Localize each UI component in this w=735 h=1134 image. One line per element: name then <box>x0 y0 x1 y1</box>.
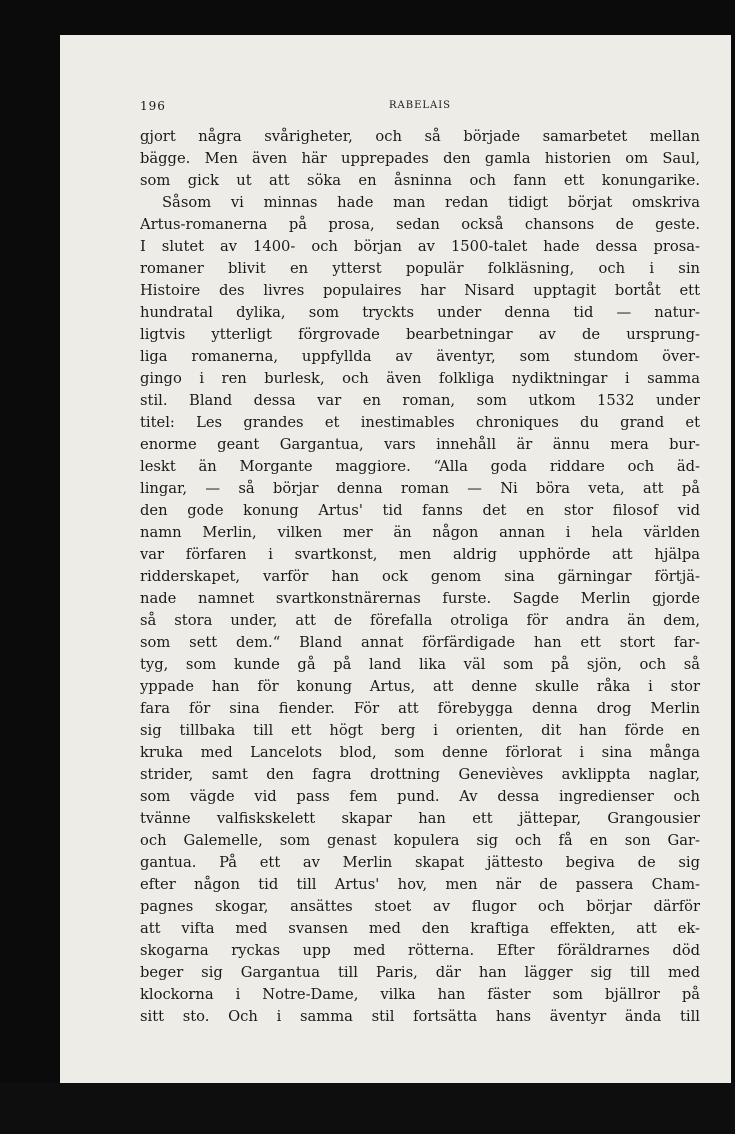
text-line: att vifta med svansen med den kraftiga effekten, att ek- <box>140 920 700 937</box>
text-line: ridderskapet, varför han ock genom sina gärningar förtjä- <box>140 568 700 585</box>
text-line: beger sig Gargantua till Paris, där han lägger sig till med <box>140 964 700 981</box>
text-line: gantua. På ett av Merlin skapat jättesto begiva de sig <box>140 854 700 871</box>
text-line: Artus-romanerna på prosa, sedan också chansons de geste. <box>140 216 700 233</box>
text-line: som sett dem.“ Bland annat förfärdigade han ett stort far- <box>140 634 700 651</box>
running-title: RABELAIS <box>388 100 452 111</box>
text-line: stil. Bland dessa var en roman, som utkom 1532 under <box>140 392 700 409</box>
text-line: och Galemelle, som genast kopulera sig och få en son Gar- <box>140 832 700 849</box>
text-line: gingo i ren burlesk, och även folkliga nydiktningar i samma <box>140 370 700 387</box>
text-line: liga romanerna, uppfyllda av äventyr, som stundom över- <box>140 348 700 365</box>
text-line: den gode konung Artus' tid fanns det en stor filosof vid <box>140 502 700 519</box>
text-line: kruka med Lancelots blod, som denne förlorat i sina många <box>140 744 700 761</box>
text-line: efter någon tid till Artus' hov, men när de passera Cham- <box>140 876 700 893</box>
text-line: sig tillbaka till ett högt berg i orienten, dit han förde en <box>140 722 700 739</box>
text-line: strider, samt den fagra drottning Genevièves avklippta naglar, <box>140 766 700 783</box>
scan-border <box>0 1083 735 1134</box>
text-line: tyg, som kunde gå på land lika väl som på sjön, och så <box>140 656 700 673</box>
text-line: bägge. Men även här upprepades den gamla historien om Saul, <box>140 150 700 167</box>
text-line: så stora under, att de förefalla otroliga för andra än dem, <box>140 612 700 629</box>
text-line: klockorna i Notre-Dame, vilka han fäster som bjällror på <box>140 986 700 1003</box>
text-line: tvänne valfiskskelett skapar han ett jättepar, Grangousier <box>140 810 700 827</box>
text-line: som gick ut att söka en åsninna och fann ett konungarike. <box>140 172 700 189</box>
text-line: skogarna ryckas upp med rötterna. Efter föräldrarnes död <box>140 942 700 959</box>
text-line: gjort några svårigheter, och så började samarbetet mellan <box>140 128 700 145</box>
text-line: Histoire des livres populaires har Nisard upptagit bortåt ett <box>140 282 700 299</box>
text-line: var förfaren i svartkonst, men aldrig upphörde att hjälpa <box>140 546 700 563</box>
body-text <box>140 126 700 1028</box>
text-line: leskt än Morgante maggiore. “Alla goda riddare och äd- <box>140 458 700 475</box>
text-line: I slutet av 1400- och början av 1500-talet hade dessa prosa- <box>140 238 700 255</box>
running-header <box>140 99 700 119</box>
text-line: fara för sina fiender. För att förebygga denna drog Merlin <box>140 700 700 717</box>
page-number: 196 <box>140 99 166 113</box>
text-line: ligtvis ytterligt förgrovade bearbetningar av de ursprung- <box>140 326 700 343</box>
text-line: yppade han för konung Artus, att denne skulle råka i stor <box>140 678 700 695</box>
text-line: titel: Les grandes et inestimables chroniques du grand et <box>140 414 700 431</box>
text-line: enorme geant Gargantua, vars innehåll är ännu mera bur- <box>140 436 700 453</box>
text-line: som vägde vid pass fem pund. Av dessa ingredienser och <box>140 788 700 805</box>
text-line: hundratal dylika, som tryckts under denna tid — natur- <box>140 304 700 321</box>
text-line: romaner blivit en ytterst populär folkläsning, och i sin <box>140 260 700 277</box>
text-line: nade namnet svartkonstnärernas furste. Sagde Merlin gjorde <box>140 590 700 607</box>
text-line: pagnes skogar, ansättes stoet av flugor och börjar därför <box>140 898 700 915</box>
text-line: Såsom vi minnas hade man redan tidigt börjat omskriva <box>162 194 700 211</box>
text-line: lingar, — så börjar denna roman — Ni böra veta, att på <box>140 480 700 497</box>
text-line: namn Merlin, vilken mer än någon annan i hela världen <box>140 524 700 541</box>
text-line: sitt sto. Och i samma stil fortsätta hans äventyr ända till <box>140 1008 700 1025</box>
